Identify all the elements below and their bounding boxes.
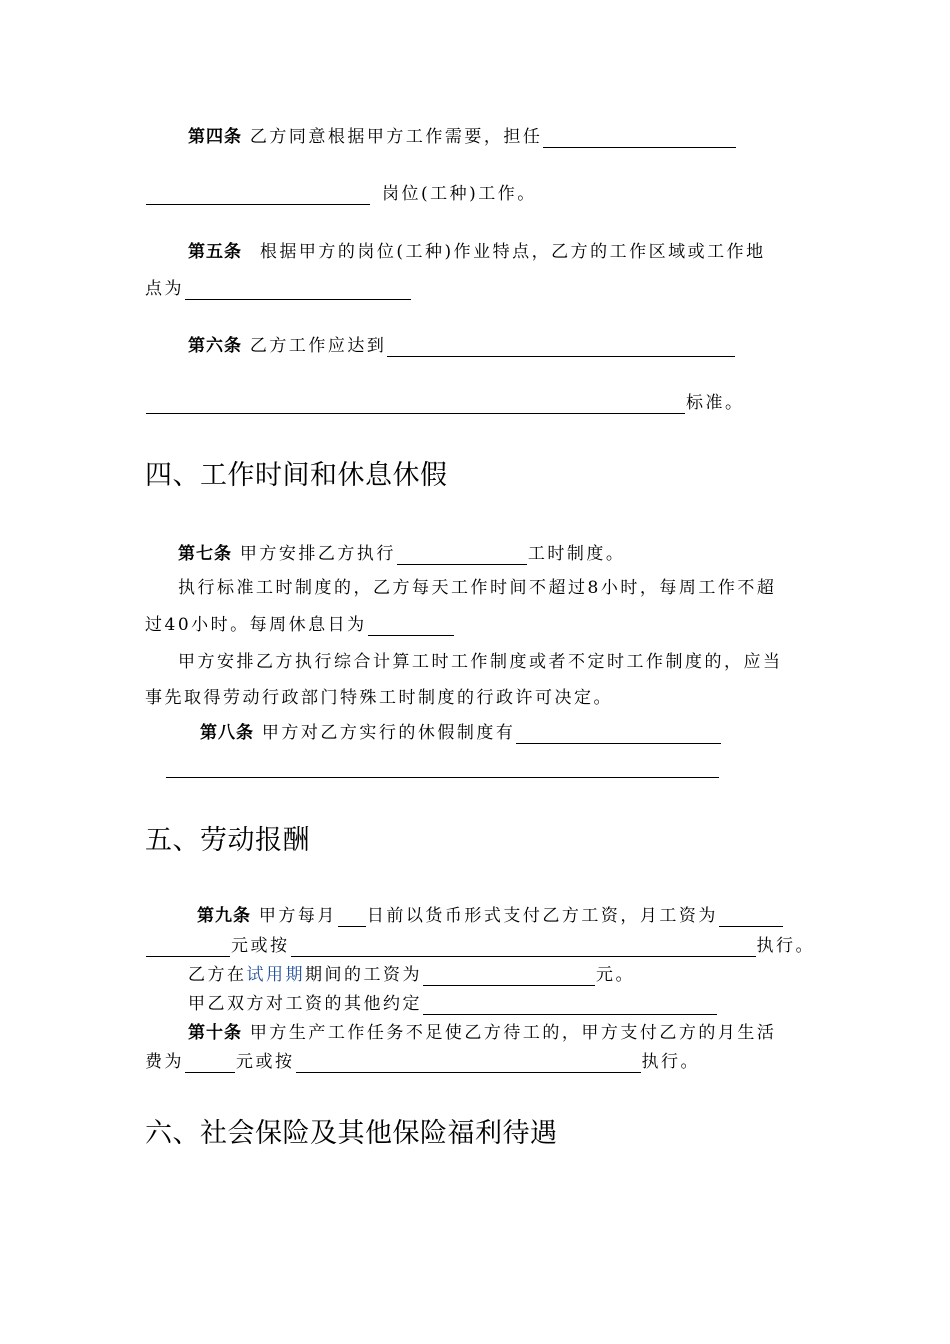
article-7-para-2: 过40小时。每周休息日为: [145, 614, 455, 636]
article-7-para-4: 事先取得劳动行政部门特殊工时制度的行政许可决定。: [145, 688, 613, 708]
work-location-blank[interactable]: [185, 282, 411, 300]
leave-system-blank-1[interactable]: [516, 726, 721, 744]
probation-wage-blank[interactable]: [423, 968, 595, 986]
article-7-label: 第七条: [178, 544, 232, 564]
other-wage-agreement-blank[interactable]: [423, 997, 717, 1015]
pay-day-blank[interactable]: [338, 909, 366, 927]
article-4-line-1: 第四条 乙方同意根据甲方工作需要，担任: [188, 126, 737, 148]
hours-system-blank[interactable]: [397, 547, 527, 565]
rest-day-blank[interactable]: [368, 618, 454, 636]
work-standard-blank-2[interactable]: [146, 396, 685, 414]
article-6-line-1: 第六条 乙方工作应达到: [188, 335, 736, 357]
article-9-label: 第九条: [197, 906, 251, 926]
probation-period-link[interactable]: 试用期: [246, 965, 305, 985]
work-standard-blank-1[interactable]: [387, 339, 735, 357]
section-5-heading: 五、劳动报酬: [145, 825, 310, 856]
article-7-line-1: 第七条 甲方安排乙方执行 工时制度。: [178, 544, 626, 564]
monthly-wage-blank-1[interactable]: [719, 909, 783, 927]
article-4-line-2: 岗位(工种)工作。: [145, 183, 537, 205]
position-blank-1[interactable]: [543, 130, 736, 148]
position-blank-2[interactable]: [146, 187, 370, 205]
wage-method-blank[interactable]: [291, 939, 756, 957]
article-8-line-2: [165, 756, 720, 778]
article-9-line-1: 第九条 甲方每月 日前以货币形式支付乙方工资，月工资为: [197, 905, 784, 927]
article-6-line-2: 标准。: [145, 392, 745, 414]
article-10-label: 第十条: [188, 1023, 242, 1043]
article-9-para-2: 甲乙双方对工资的其他约定: [188, 993, 718, 1015]
monthly-wage-blank-2[interactable]: [146, 939, 230, 957]
article-8-label: 第八条: [200, 723, 254, 743]
allowance-method-blank[interactable]: [296, 1055, 641, 1073]
article-10-line-2: 费为 元或按 执行。: [145, 1052, 700, 1072]
article-8-line-1: 第八条 甲方对乙方实行的休假制度有: [200, 722, 722, 744]
article-7-para-1: 执行标准工时制度的，乙方每天工作时间不超过8小时，每周工作不超: [178, 578, 777, 598]
section-6-heading: 六、社会保险及其他保险福利待遇: [145, 1118, 558, 1149]
article-9-para-1: 乙方在试用期期间的工资为 元。: [188, 965, 635, 985]
article-10-line-1: 第十条 甲方生产工作任务不足使乙方待工的，甲方支付乙方的月生活: [188, 1023, 777, 1043]
article-5-line-1: 第五条 根据甲方的岗位(工种)作业特点，乙方的工作区域或工作地: [188, 242, 766, 262]
article-7-para-3: 甲方安排乙方执行综合计算工时工作制度或者不定时工作制度的，应当: [178, 652, 783, 672]
article-5-label: 第五条: [188, 242, 242, 262]
section-4-heading: 四、工作时间和休息休假: [145, 460, 448, 491]
article-9-line-2: 元或按 执行。: [145, 935, 815, 957]
leave-system-blank-2[interactable]: [166, 760, 719, 778]
living-allowance-blank[interactable]: [185, 1055, 235, 1073]
article-5-line-2: 点为: [145, 278, 412, 300]
article-6-label: 第六条: [188, 336, 242, 356]
article-4-label: 第四条: [188, 127, 242, 147]
